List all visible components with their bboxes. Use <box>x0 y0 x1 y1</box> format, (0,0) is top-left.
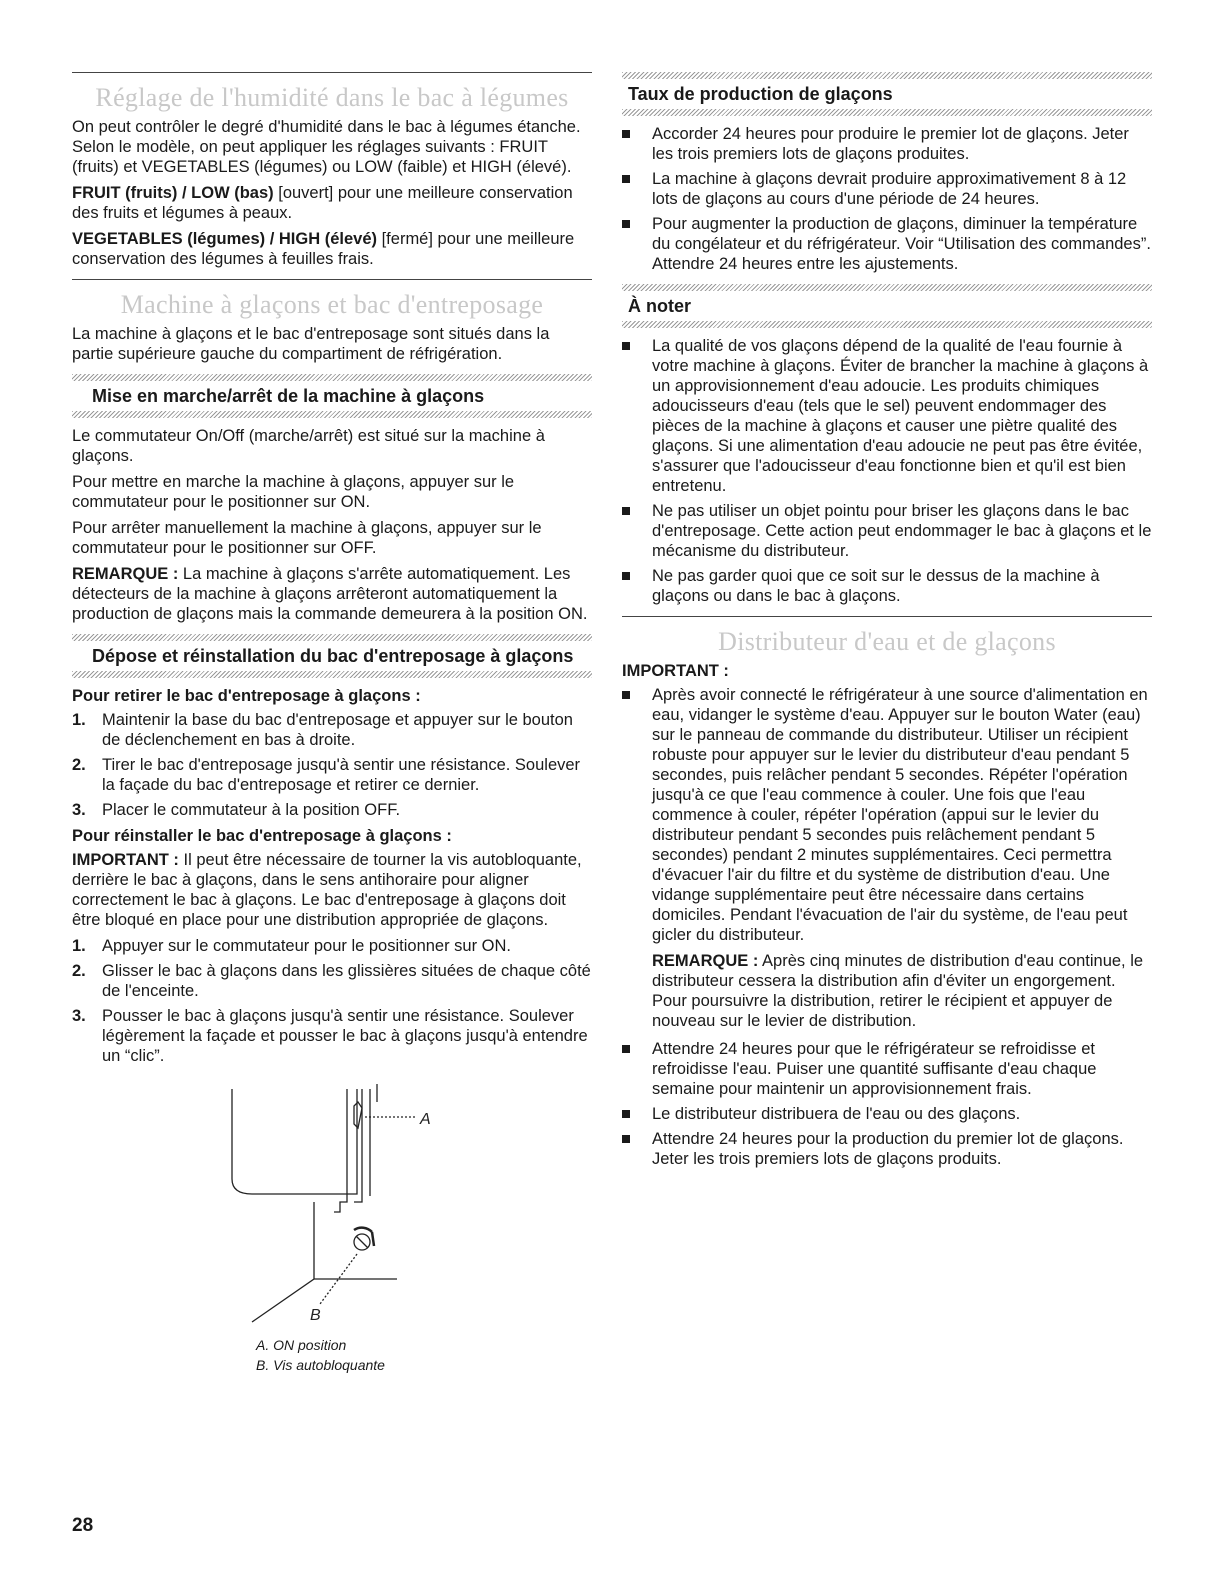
install-bin-lead: Pour réinstaller le bac d'entreposage à glaçons : <box>72 827 452 845</box>
on-switch <box>354 1102 362 1128</box>
enclosure-edge <box>252 1202 314 1322</box>
left-column <box>72 72 592 1404</box>
figure-label-b: B <box>310 1307 321 1324</box>
bullet-text: Accorder 24 heures pour produire le premier lot de glaçons. Jeter les trois premiers lots de glaçons produites. <box>652 125 1129 163</box>
list-item <box>622 1129 1152 1169</box>
section-title-ice-maker: Machine à glaçons et bac d'entreposage <box>120 290 544 319</box>
bullet-square-icon <box>622 1110 630 1118</box>
on-off-remark <box>72 564 592 624</box>
list-item <box>72 800 592 820</box>
bullet-text: Attendre 24 heures pour la production du premier lot de glaçons. Jeter les trois premiers lots de glaçons produits. <box>652 1130 1124 1168</box>
step-text: Glisser le bac à glaçons dans les glissières situées de chaque côté de l'enceinte. <box>102 962 591 1000</box>
dispenser-list <box>622 685 1152 945</box>
hatch-bar <box>622 109 1152 116</box>
hatch-bar <box>72 634 592 641</box>
list-item <box>622 214 1152 274</box>
important-label: IMPORTANT : <box>72 851 179 869</box>
remove-bin-lead: Pour retirer le bac d'entreposage à glaçons : <box>72 687 421 705</box>
hatch-bar <box>622 72 1152 79</box>
remark-label: REMARQUE : <box>652 952 759 970</box>
remark-text: La machine à glaçons s'arrête automatiquement. Les détecteurs de la machine à glaçons arrêteront automatiquement la production de glaçons mais la commande demeurera à la position ON. <box>72 565 588 623</box>
hatch-bar <box>72 411 592 418</box>
step-number: 2. <box>72 962 86 980</box>
vegetables-high-text: [fermé] pour une meilleure conservation des légumes à feuilles frais. <box>72 230 575 268</box>
step-text: Maintenir la base du bac d'entreposage et appuyer sur le bouton de déclenchement en bas à droite. <box>102 711 573 749</box>
lock-screw-slot <box>356 1236 368 1248</box>
section-rule <box>72 72 592 73</box>
hatch-bar <box>72 671 592 678</box>
notes-list <box>622 336 1152 606</box>
list-item <box>622 501 1152 561</box>
humidity-fruit-setting <box>72 183 592 223</box>
caption-b: B. Vis autobloquante <box>256 1357 385 1373</box>
subheading-title: Taux de production de glaçons <box>628 84 893 104</box>
section-rule <box>72 279 592 280</box>
bullet-square-icon <box>622 1135 630 1143</box>
list-item <box>72 1006 592 1066</box>
step-text: Appuyer sur le commutateur pour le positionner sur ON. <box>102 937 512 955</box>
step-number: 3. <box>72 801 86 819</box>
list-item <box>622 124 1152 164</box>
bullet-square-icon <box>622 572 630 580</box>
bullet-text: Attendre 24 heures pour que le réfrigérateur se refroidisse et refroidisse l'eau. Puiser une quantité suffisante d'eau chaque semaine pour maintenir un approvisionnement frais. <box>652 1040 1097 1098</box>
hatch-bar <box>622 321 1152 328</box>
list-item <box>72 961 592 1001</box>
list-item <box>72 755 592 795</box>
remark-label: REMARQUE : <box>72 565 179 583</box>
hatch-bar <box>622 284 1152 291</box>
right-column <box>622 72 1152 1175</box>
dispenser-remark <box>652 951 1152 1031</box>
section-rule <box>622 616 1152 617</box>
remove-steps-list <box>72 710 592 820</box>
on-off-paragraph-3: Pour arrêter manuellement la machine à glaçons, appuyer sur le commutateur pour le positionner sur OFF. <box>72 519 542 557</box>
section-title-dispenser: Distributeur d'eau et de glaçons <box>718 627 1056 656</box>
bullet-text: Le distributeur distribuera de l'eau ou des glaçons. <box>652 1105 1021 1123</box>
on-off-paragraph-2: Pour mettre en marche la machine à glaçons, appuyer sur le commutateur pour le positionner sur ON. <box>72 473 515 511</box>
humidity-intro: On peut contrôler le degré d'humidité dans le bac à légumes étanche. Selon le modèle, on peut appliquer les réglages suivants : FRUIT (fruits) et VEGETABLES (légumes) ou LOW (faible) et HIGH (élevé). <box>72 118 581 176</box>
list-item <box>622 685 1152 945</box>
step-number: 1. <box>72 711 86 729</box>
list-item <box>622 169 1152 209</box>
hatch-bar <box>72 374 592 381</box>
ice-maker-intro: La machine à glaçons et le bac d'entreposage sont situés dans la partie supérieure gauche du compartiment de réfrigération. <box>72 325 550 363</box>
bullet-square-icon <box>622 1045 630 1053</box>
bullet-text: La qualité de vos glaçons dépend de la qualité de l'eau fournie à votre machine à glaçons. Éviter de brancher la machine à glaçons à un approvisionnement d'eau adoucie. Les produits chimiques adoucisseurs d'eau (tels que le sel) peuvent endommager des pièces de la machine à glaçons et causer une piètre qualité des glaçons. Si une alimentation d'eau adoucie ne peut pas être évitée, s'assurer que l'adoucisseur d'eau fonctionne bien et qu'il est bien entretenu. <box>652 337 1149 495</box>
figure-label-a: A <box>420 1111 431 1128</box>
bullet-square-icon <box>622 175 630 183</box>
fruit-low-text: [ouvert] pour une meilleure conservation des fruits et légumes à peaux. <box>72 184 573 222</box>
bullet-text: Ne pas utiliser un objet pointu pour briser les glaçons dans le bac d'entreposage. Cette action peut endommager le bac à glaçons et le mécanisme du distributeur. <box>652 502 1152 560</box>
dispenser-list-cont <box>622 1039 1152 1169</box>
remark-text: Après cinq minutes de distribution d'eau continue, le distributeur cessera la distribution afin d'éviter un engorgement. Pour poursuivre la distribution, retirer le récipient et appuyer de nouveau sur le levier de distribution. <box>652 952 1144 1030</box>
bullet-square-icon <box>622 220 630 228</box>
important-text: Il peut être nécessaire de tourner la vis autobloquante, derrière le bac à glaçons, dans le sens antihoraire pour aligner correctement le bac à glaçons. Le bac d'entreposage à glaçons doit être bloqué en place pour une distribution appropriée de glaçons. <box>72 851 582 929</box>
subheading-title: Dépose et réinstallation du bac d'entreposage à glaçons <box>92 646 574 666</box>
subheading-bin-removal <box>72 634 592 678</box>
bullet-text: Après avoir connecté le réfrigérateur à une source d'alimentation en eau, vidanger le système d'eau. Appuyer sur le bouton Water (eau) sur le panneau de commande du distributeur. Utiliser un récipient robuste pour appuyer sur le levier du distributeur d'eau pendant 5 secondes, puis relâcher pendant 5 secondes. Répéter l'opération jusqu'à ce que l'eau commence à couler. Une fois que l'eau commence à couler, répéter l'opération (appui sur le levier du distributeur pendant 5 secondes puis relâchement pendant 5 secondes) pendant 2 minutes supplémentaires. Ceci permettra d'évacuer l'air du filtre et du système de distribution d'eau. Une vidange supplémentaire peut être nécessaire dans certains domiciles. Pendant l'évacuation de l'air du système, de l'eau peut gicler du distributeur. <box>652 686 1148 944</box>
bullet-text: La machine à glaçons devrait produire approximativement 8 à 12 lots de glaçons au cours d'une période de 24 heures. <box>652 170 1127 208</box>
subheading-production-rate <box>622 72 1152 116</box>
humidity-vegetables-setting <box>72 229 592 269</box>
list-item <box>622 1039 1152 1099</box>
step-number: 3. <box>72 1007 86 1025</box>
bin-outline <box>232 1089 357 1194</box>
ice-bin-diagram <box>222 1084 462 1324</box>
list-item <box>622 1104 1152 1124</box>
install-steps-list <box>72 936 592 1066</box>
bullet-text: Pour augmenter la production de glaçons, diminuer la température du congélateur et du réfrigérateur. Voir “Utilisation des commandes”. Attendre 24 heures entre les ajustements. <box>652 215 1151 273</box>
step-text: Tirer le bac d'entreposage jusqu'à sentir une résistance. Soulever la façade du bac d'entreposage et retirer ce dernier. <box>102 756 581 794</box>
rotation-arrow-head <box>372 1232 374 1246</box>
subheading-notes <box>622 284 1152 328</box>
dispenser-important: IMPORTANT : <box>622 662 729 680</box>
on-off-paragraph-1: Le commutateur On/Off (marche/arrêt) est situé sur la machine à glaçons. <box>72 427 545 465</box>
caption-a: A. ON position <box>256 1337 347 1353</box>
list-item <box>622 336 1152 496</box>
fruit-low-label: FRUIT (fruits) / LOW (bas) <box>72 184 274 202</box>
ice-bin-figure <box>72 1074 592 1404</box>
step-text: Placer le commutateur à la position OFF. <box>102 801 401 819</box>
step-number: 1. <box>72 937 86 955</box>
step-text: Pousser le bac à glaçons jusqu'à sentir une résistance. Soulever légèrement la façade et pousser le bac à glaçons jusqu'à entendre un “clic”. <box>102 1007 588 1065</box>
subheading-title: À noter <box>628 296 691 316</box>
bullet-square-icon <box>622 507 630 515</box>
bullet-square-icon <box>622 342 630 350</box>
subheading-ice-maker-on-off <box>72 374 592 418</box>
page-number: 28 <box>72 1515 94 1536</box>
list-item <box>72 936 592 956</box>
production-rate-list <box>622 124 1152 274</box>
vegetables-high-label: VEGETABLES (légumes) / HIGH (élevé) <box>72 230 378 248</box>
subheading-title: Mise en marche/arrêt de la machine à glaçons <box>92 386 485 406</box>
install-important <box>72 850 592 930</box>
list-item <box>622 566 1152 606</box>
section-title-humidity: Réglage de l'humidité dans le bac à légumes <box>95 83 569 112</box>
rotation-arrow <box>354 1228 372 1232</box>
step-number: 2. <box>72 756 86 774</box>
bullet-square-icon <box>622 691 630 699</box>
bullet-square-icon <box>622 130 630 138</box>
bullet-text: Ne pas garder quoi que ce soit sur le dessus de la machine à glaçons ou dans le bac à glaçons. <box>652 567 1100 605</box>
list-item <box>72 710 592 750</box>
